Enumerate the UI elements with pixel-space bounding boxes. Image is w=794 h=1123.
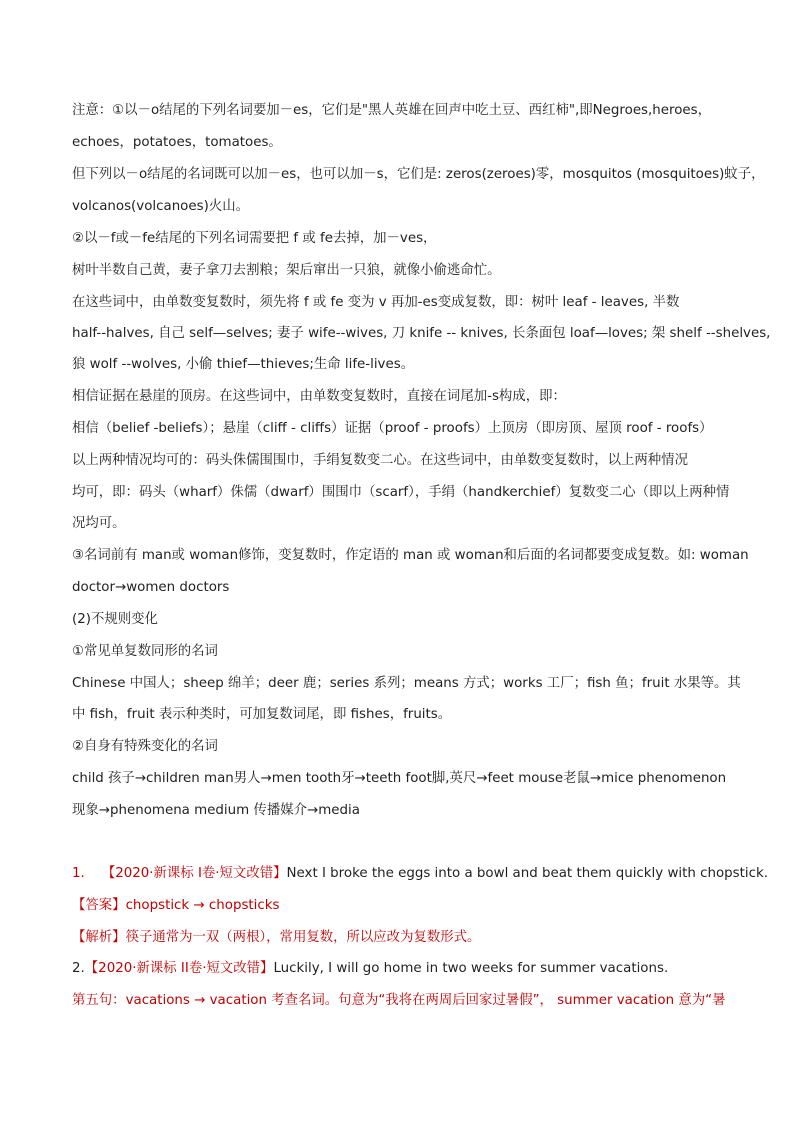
text-line: ①常见单复数同形的名词 <box>72 644 218 659</box>
text-line: 相信（belief -beliefs）；悬崖（cliff - cliffs）证据（proof - proofs）上顶房（即房顶、屋顶 roof - roofs） <box>72 421 713 436</box>
sentence-text: 意为“暑 <box>674 993 726 1008</box>
text-line: 均可，即：码头（wharf）侏儒（dwarf）围围巾（scarf），手绢（handkerchief）复数变二心（即以上两种情 <box>72 485 730 500</box>
analysis-line <box>72 929 734 947</box>
answer-label: 【答案】 <box>72 898 126 913</box>
answer-line <box>72 897 734 915</box>
text-line: 在这些词中，由单数变复数时，须先将 f 或 fe 变为 v 再加-es变成复数，即：树叶 leaf - leaves, 半数 <box>72 295 680 310</box>
analysis-label: 【解析】 <box>72 930 126 945</box>
exercise-2 <box>72 960 734 978</box>
exercise-1 <box>72 865 768 883</box>
text-line: 以上两种情况均可的：码头侏儒围围巾，手绢复数变二心。在这些词中，由单数变复数时，以上两种情况 <box>72 453 688 468</box>
exercise-text: Next I broke the eggs into a bowl and beat them quickly with chopstick. <box>286 866 768 881</box>
text-line: half--halves, 自己 self—selves; 妻子 wife--wives, 刀 knife -- knives, 长条面包 loaf—loves; 架 shelf --shelves, <box>72 326 771 341</box>
analysis-text: 筷子通常为一双（两根），常用复数，所以应改为复数形式。 <box>125 930 481 945</box>
exercise-text: Luckily, I will go home in two weeks for summer vacations. <box>273 961 669 976</box>
text-line: Chinese 中国人；sheep 绵羊；deer 鹿；series 系列；means 方式；works 工厂；fish 鱼；fruit 水果等。其 <box>72 676 741 691</box>
exercise-number: 1. <box>72 866 85 881</box>
text-line: volcanos(volcanoes)火山。 <box>72 199 249 214</box>
text-line: ②自身有特殊变化的名词 <box>72 739 218 754</box>
text-line: (2)不规则变化 <box>72 612 158 627</box>
text-line: 现象→phenomena medium 传播媒介→media <box>72 803 360 818</box>
sentence-fix: vacations → vacation <box>125 993 267 1008</box>
text-line: 但下列以－o结尾的名词既可以加－es，也可以加－s，它们是: zeros(zeroes)零，mosquitos (mosquitoes)蚊子， <box>72 167 765 182</box>
text-line: 狼 wolf --wolves, 小偷 thief—thieves;生命 life-lives。 <box>72 357 415 372</box>
exercise-source: 【2020·新课标 I卷·短文改错】 <box>101 866 287 881</box>
text-line: doctor→women doctors <box>72 580 230 595</box>
text-line: 树叶半数自己黄，妻子拿刀去割粮；架后窜出一只狼，就像小偷逃命忙。 <box>72 263 501 278</box>
answer-text: chopstick → chopsticks <box>125 898 280 913</box>
text-line: ②以－f或－fe结尾的下列名词需要把 f 或 fe去掉，加－ves， <box>72 231 437 246</box>
sentence-phrase: summer vacation <box>557 993 675 1008</box>
exercise-number: 2. <box>72 961 85 976</box>
text-line: ③名词前有 man或 woman修饰，变复数时，作定语的 man 或 woman和后面的名词都要变成复数。如: woman <box>72 548 749 563</box>
exercise-source: 【2020·新课标 II卷·短文改错】 <box>84 961 274 976</box>
text-line: 中 fish，fruit 表示种类时，可加复数词尾，即 fishes，fruits。 <box>72 707 452 722</box>
text-line: echoes，potatoes，tomatoes。 <box>72 135 282 150</box>
sentence-label: 第五句： <box>72 993 126 1008</box>
text-line: 况均可。 <box>72 516 126 531</box>
text-line: 相信证据在悬崖的顶房。在这些词中，由单数变复数时，直接在词尾加-s构成，即： <box>72 389 566 404</box>
text-line: child 孩子→children man男人→men tooth牙→teeth foot脚,英尺→feet mouse老鼠→mice phenomenon <box>72 771 727 786</box>
text-line: 注意：①以－o结尾的下列名词要加－es，它们是"黑人英雄在回声中吃土豆、西红柿",即Negroes,heroes， <box>72 103 712 118</box>
sentence-text: 考查名词。句意为“我将在两周后回家过暑假”， <box>266 993 558 1008</box>
sentence-analysis-line <box>72 992 734 1010</box>
